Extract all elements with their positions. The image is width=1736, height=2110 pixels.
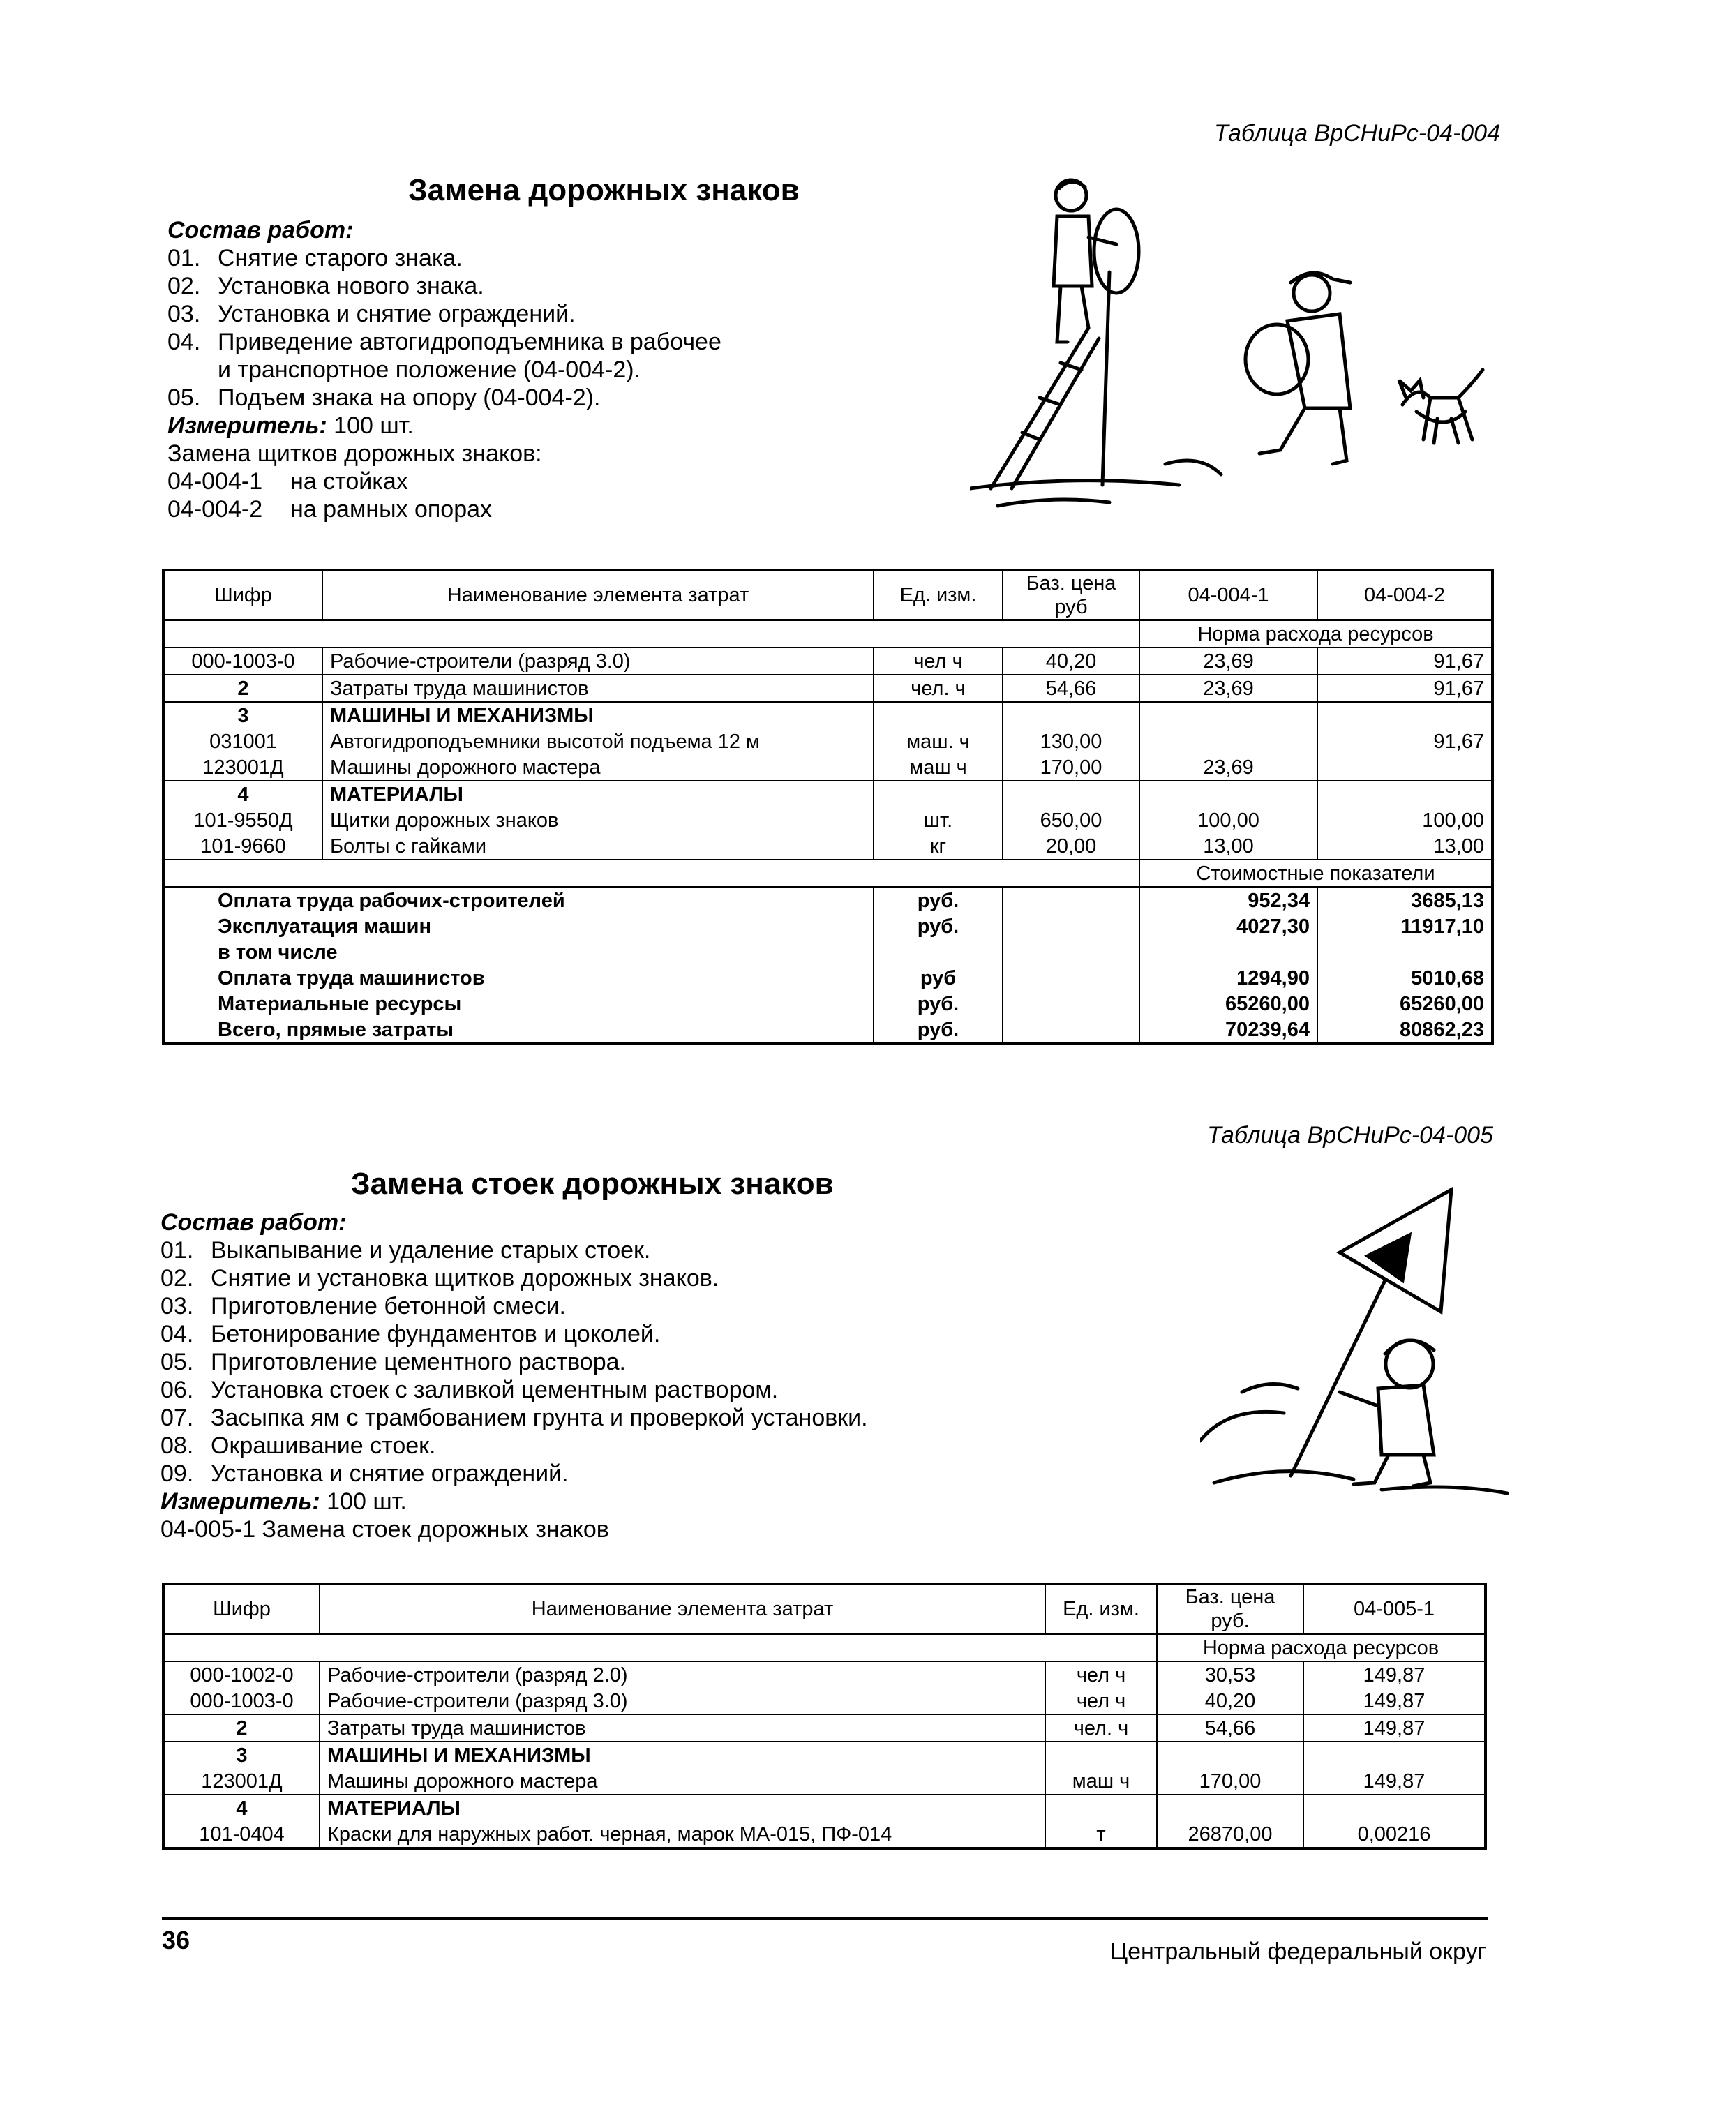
cost-unit: руб.	[874, 991, 1003, 1017]
col-price-line1: Баз. цена	[1026, 572, 1116, 594]
work-item	[167, 300, 795, 328]
col-variant-1: 04-005-1	[1303, 1584, 1486, 1634]
table-code: Таблица ВрСНиРс-04-005	[1206, 1122, 1493, 1148]
cost-variant-2	[1317, 939, 1492, 965]
cell-code: 101-9550Д	[163, 807, 322, 833]
cell-variant-1	[1303, 1742, 1486, 1768]
work-item	[160, 1404, 1068, 1432]
cost-name: Эксплуатация машин	[218, 915, 432, 938]
cell-code: 000-1003-0	[163, 648, 322, 675]
cell-name: МАШИНЫ И МЕХАНИЗМЫ	[322, 702, 874, 728]
work-item-text: Засыпка ям с трамбованием грунта и проверкой установки.	[211, 1405, 868, 1431]
work-item-text: Установка и снятие ограждений.	[218, 301, 576, 327]
cell-name: Болты с гайками	[322, 833, 874, 860]
work-item-number: 05.	[167, 384, 201, 411]
cell-variant-1	[1139, 781, 1317, 807]
cell-variant-2: 91,67	[1317, 648, 1492, 675]
cell-variant-1	[1139, 728, 1317, 754]
cell-name: МАШИНЫ И МЕХАНИЗМЫ	[320, 1742, 1045, 1768]
work-item	[160, 1292, 1068, 1320]
col-name: Наименование элемента затрат	[322, 570, 874, 620]
cost-price	[1003, 965, 1139, 991]
work-item	[160, 1320, 1068, 1348]
cell-unit: чел. ч	[1045, 1714, 1157, 1742]
col-variant-2: 04-004-2	[1317, 570, 1492, 620]
table-row	[163, 807, 1492, 833]
cell-variant-1	[1303, 1795, 1486, 1821]
cost-row	[163, 1017, 1492, 1044]
cell-price: 650,00	[1003, 807, 1139, 833]
work-item	[160, 1376, 1068, 1404]
work-item-number: 05.	[160, 1349, 194, 1375]
work-item-text: Установка и снятие ограждений.	[211, 1460, 569, 1487]
cell-variant-2	[1317, 781, 1492, 807]
cost-label: Стоимостные показатели	[1139, 860, 1492, 887]
col-price	[1157, 1584, 1303, 1634]
cell-name: МАТЕРИАЛЫ	[322, 781, 874, 807]
work-item-number: 02.	[167, 273, 201, 299]
work-item-text: Приготовление бетонной смеси.	[211, 1293, 567, 1319]
section-cost-row	[163, 860, 1492, 887]
cost-unit: руб.	[874, 1017, 1003, 1044]
work-item-number: 08.	[160, 1432, 194, 1459]
resource-table	[162, 569, 1494, 1045]
cost-row	[163, 887, 1492, 913]
col-unit: Ед. изм.	[874, 570, 1003, 620]
measure-value: 100 шт.	[320, 1488, 407, 1515]
footer-rule	[162, 1917, 1488, 1920]
cell-variant-1: 23,69	[1139, 648, 1317, 675]
work-item-text: Снятие и установка щитков дорожных знаков.	[211, 1265, 719, 1292]
cell-name: Рабочие-строители (разряд 3.0)	[320, 1688, 1045, 1714]
section-title: Замена дорожных знаков	[408, 173, 800, 207]
cost-unit: руб.	[874, 887, 1003, 913]
cell-name: Рабочие-строители (разряд 2.0)	[320, 1661, 1045, 1688]
cell-variant-1: 149,87	[1303, 1688, 1486, 1714]
cell-variant-2	[1317, 702, 1492, 728]
table-row	[163, 648, 1492, 675]
cell-unit: чел ч	[1045, 1661, 1157, 1688]
page-number: 36	[162, 1926, 190, 1954]
work-item	[160, 1264, 1068, 1292]
work-item-text: Установка нового знака.	[218, 273, 484, 299]
cost-price	[1003, 887, 1139, 913]
cost-variant-1: 65260,00	[1139, 991, 1317, 1017]
measure-label: Измеритель:	[167, 412, 327, 439]
variant-name: на рамных опорах	[290, 496, 493, 523]
cell-unit: кг	[874, 833, 1003, 860]
col-price-line2: руб	[1054, 596, 1088, 618]
work-item-number: 01.	[167, 245, 201, 271]
work-item	[160, 1432, 1068, 1460]
table-header	[163, 1584, 1486, 1634]
cost-variant-2: 80862,23	[1400, 1018, 1484, 1041]
table-row	[163, 728, 1492, 754]
cell-code: 000-1003-0	[163, 1688, 320, 1714]
cost-name: Всего, прямые затраты	[218, 1018, 454, 1041]
cell-unit: маш ч	[1045, 1768, 1157, 1795]
cost-variant-2: 11917,10	[1400, 915, 1484, 938]
cell-variant-1: 23,69	[1139, 675, 1317, 702]
cell-price: 40,20	[1157, 1688, 1303, 1714]
cell-name: Краски для наружных работ. черная, марок МА-015, ПФ-014	[320, 1821, 1045, 1848]
work-item-number: 07.	[160, 1405, 194, 1431]
description: Замена щитков дорожных знаков:	[167, 440, 542, 467]
cell-variant-2: 91,67	[1317, 675, 1492, 702]
col-code: Шифр	[163, 1584, 320, 1634]
cell-code: 2	[163, 675, 322, 702]
work-item-number: 06.	[160, 1377, 194, 1403]
worker-sign-illustration	[1200, 1183, 1535, 1518]
work-item-text: Приведение автогидроподъемника в рабочее	[218, 329, 721, 355]
work-item-number: 04.	[160, 1321, 194, 1347]
table-row	[163, 1821, 1486, 1848]
cell-code: 4	[163, 781, 322, 807]
cell-variant-1: 149,87	[1363, 1663, 1426, 1686]
variant-code: 04-004-1	[167, 468, 263, 495]
cell-variant-1: 149,87	[1303, 1714, 1486, 1742]
cost-name: Материальные ресурсы	[218, 992, 462, 1015]
cell-unit: маш ч	[874, 754, 1003, 781]
cell-price	[1157, 1742, 1303, 1768]
col-variant-1: 04-004-1	[1139, 570, 1317, 620]
cell-price	[1003, 781, 1139, 807]
cell-unit: т	[1045, 1821, 1157, 1848]
cost-price	[1003, 913, 1139, 939]
cell-price: 170,00	[1003, 754, 1139, 781]
norm-label: Норма расхода ресурсов	[1157, 1634, 1486, 1662]
variant-description: 04-005-1 Замена стоек дорожных знаков	[160, 1516, 609, 1543]
cell-name: МАТЕРИАЛЫ	[320, 1795, 1045, 1821]
footer-region: Центральный федеральный округ	[1109, 1938, 1486, 1965]
variant-code: 04-004-2	[167, 496, 263, 523]
table-row	[163, 702, 1492, 728]
cell-variant-2: 13,00	[1317, 833, 1492, 860]
work-item-text: Выкапывание и удаление старых стоек.	[211, 1237, 651, 1264]
cell-variant-2	[1317, 754, 1492, 781]
cell-price	[1003, 702, 1139, 728]
cell-price: 54,66	[1157, 1714, 1303, 1742]
cost-unit	[874, 939, 1003, 965]
cell-code: 2	[163, 1714, 320, 1742]
work-item-text: Снятие старого знака.	[218, 245, 463, 271]
col-unit: Ед. изм.	[1045, 1584, 1157, 1634]
cell-unit: маш. ч	[874, 728, 1003, 754]
col-name: Наименование элемента затрат	[320, 1584, 1045, 1634]
cell-variant-2: 91,67	[1433, 730, 1484, 753]
cell-unit	[1045, 1795, 1157, 1821]
cell-code: 4	[163, 1795, 320, 1821]
work-item-text: Установка стоек с заливкой цементным раствором.	[211, 1377, 779, 1403]
cost-row	[163, 991, 1492, 1017]
cell-price: 130,00	[1003, 728, 1139, 754]
cell-price: 170,00	[1157, 1768, 1303, 1795]
work-item-text: Подъем знака на опору (04-004-2).	[218, 384, 601, 411]
cost-price	[1003, 1017, 1139, 1044]
work-composition	[160, 1209, 1068, 1543]
cost-variant-2: 65260,00	[1400, 992, 1484, 1015]
cell-variant-1: 23,69	[1139, 754, 1317, 781]
cell-price: 54,66	[1003, 675, 1139, 702]
cost-price	[1003, 939, 1139, 965]
work-heading: Состав работ:	[160, 1209, 347, 1236]
cost-name: Оплата труда машинистов	[218, 966, 485, 989]
cost-name: в том числе	[218, 941, 338, 964]
cell-code: 101-0404	[163, 1821, 320, 1848]
cell-price: 40,20	[1003, 648, 1139, 675]
table-row	[163, 1661, 1486, 1688]
cell-name: Затраты труда машинистов	[320, 1714, 1045, 1742]
cell-variant-1: 0,00216	[1303, 1821, 1486, 1848]
workers-illustration	[970, 167, 1500, 530]
work-item	[167, 328, 795, 356]
cell-price: 26870,00	[1157, 1821, 1303, 1848]
cell-unit	[874, 781, 1003, 807]
col-price-line1: Баз. цена	[1185, 1586, 1275, 1608]
cost-variant-1: 4027,30	[1139, 913, 1317, 939]
work-item	[167, 272, 795, 300]
work-item-number: 09.	[160, 1460, 194, 1487]
table-row	[163, 754, 1492, 781]
cell-code: 3	[163, 1742, 320, 1768]
work-item-number: 03.	[160, 1293, 194, 1319]
section-title: Замена стоек дорожных знаков	[351, 1167, 834, 1201]
measure-value: 100 шт.	[327, 412, 414, 439]
table-header	[163, 570, 1492, 620]
cost-row	[163, 939, 1492, 965]
cost-variant-2: 5010,68	[1411, 966, 1484, 989]
work-item	[167, 384, 795, 412]
cost-variant-1: 952,34	[1139, 887, 1317, 913]
cell-variant-1: 100,00	[1139, 807, 1317, 833]
cell-code: 123001Д	[163, 754, 322, 781]
work-item	[160, 1460, 1068, 1488]
table-row	[163, 1714, 1486, 1742]
cost-row	[163, 965, 1492, 991]
col-price-line2: руб.	[1211, 1610, 1250, 1632]
work-item-number: 03.	[167, 301, 201, 327]
cost-variant-1: 1294,90	[1139, 965, 1317, 991]
work-heading: Состав работ:	[167, 217, 354, 244]
cell-name: Затраты труда машинистов	[322, 675, 874, 702]
cell-code: 031001	[163, 728, 322, 754]
cell-variant-1: 13,00	[1139, 833, 1317, 860]
resource-table	[162, 1582, 1487, 1850]
cell-unit: чел. ч	[874, 675, 1003, 702]
section-norm-row	[163, 620, 1492, 648]
table-row	[163, 1795, 1486, 1821]
table-row	[163, 1688, 1486, 1714]
work-item-text: Бетонирование фундаментов и цоколей.	[211, 1321, 661, 1347]
cell-code: 101-9660	[163, 833, 322, 860]
cell-name: Машины дорожного мастера	[322, 754, 874, 781]
cost-unit: руб.	[874, 913, 1003, 939]
col-code: Шифр	[163, 570, 322, 620]
cell-unit	[1045, 1742, 1157, 1768]
cell-code: 3	[163, 702, 322, 728]
work-composition	[167, 216, 795, 523]
cost-variant-2: 3685,13	[1411, 889, 1484, 912]
cell-unit: чел ч	[874, 648, 1003, 675]
cell-variant-1: 149,87	[1303, 1768, 1486, 1795]
cell-code: 000-1002-0	[163, 1661, 320, 1688]
table-row	[163, 1768, 1486, 1795]
table-row	[163, 675, 1492, 702]
work-item-text: и транспортное положение (04-004-2).	[218, 357, 641, 383]
measure-label: Измеритель:	[160, 1488, 320, 1515]
cell-unit: шт.	[874, 807, 1003, 833]
cost-variant-1	[1139, 939, 1317, 965]
work-item-text: Окрашивание стоек.	[211, 1432, 436, 1459]
norm-label: Норма расхода ресурсов	[1139, 620, 1492, 648]
work-item	[167, 244, 795, 272]
section-norm-row	[163, 1634, 1486, 1662]
table-row	[163, 781, 1492, 807]
cell-name: Щитки дорожных знаков	[322, 807, 874, 833]
cell-code: 123001Д	[163, 1768, 320, 1795]
cell-name: Рабочие-строители (разряд 3.0)	[322, 648, 874, 675]
cell-price	[1157, 1795, 1303, 1821]
cell-variant-2: 100,00	[1422, 809, 1484, 832]
cell-unit: чел ч	[1045, 1688, 1157, 1714]
table-row	[163, 833, 1492, 860]
work-item	[167, 356, 795, 384]
work-item-number: 04.	[167, 329, 201, 355]
table-row	[163, 1742, 1486, 1768]
cell-price: 20,00	[1003, 833, 1139, 860]
cell-name: Автогидроподъемники высотой подъема 12 м	[322, 728, 874, 754]
cost-name: Оплата труда рабочих-строителей	[218, 889, 565, 912]
work-item-number: 02.	[160, 1265, 194, 1292]
cell-variant-1	[1139, 702, 1317, 728]
cell-unit	[874, 702, 1003, 728]
cost-row	[163, 913, 1492, 939]
cell-price: 30,53	[1157, 1661, 1303, 1688]
work-item-number: 01.	[160, 1237, 194, 1264]
cell-name: Машины дорожного мастера	[320, 1768, 1045, 1795]
variant-name: на стойках	[290, 468, 408, 495]
cost-unit: руб	[874, 965, 1003, 991]
work-item	[160, 1348, 1068, 1376]
cost-price	[1003, 991, 1139, 1017]
table-code: Таблица ВрСНиРс-04-004	[1213, 120, 1500, 147]
cost-variant-1: 70239,64	[1139, 1017, 1317, 1044]
col-price	[1003, 570, 1139, 620]
work-item-text: Приготовление цементного раствора.	[211, 1349, 626, 1375]
work-item	[160, 1236, 1068, 1264]
